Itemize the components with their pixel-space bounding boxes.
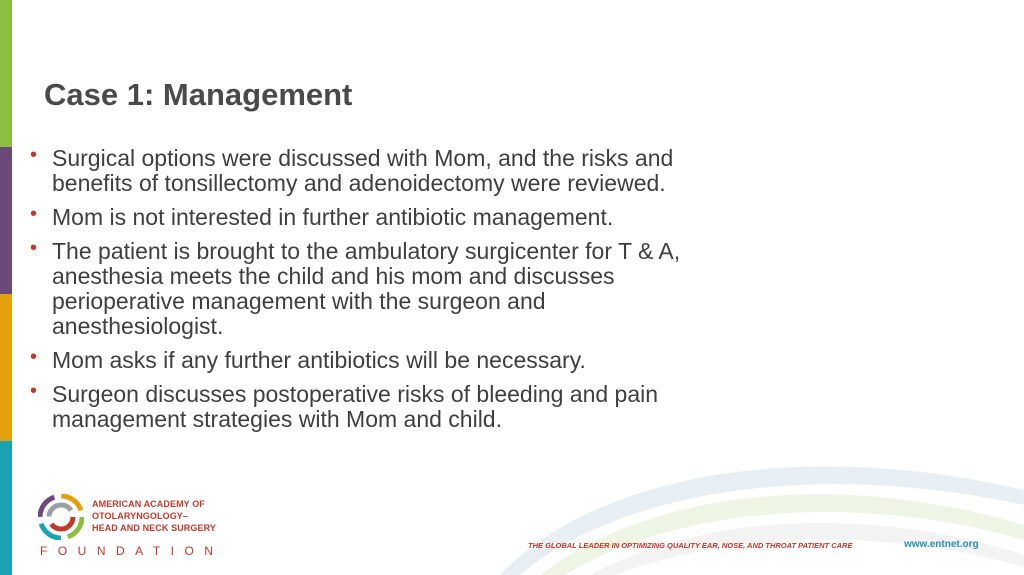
accent-stripe-green xyxy=(0,0,12,147)
accent-stripe-purple xyxy=(0,147,12,294)
accent-stripe-teal xyxy=(0,441,12,575)
bullet-text: Mom is not interested in further antibiotic management. xyxy=(52,204,614,230)
org-name xyxy=(92,498,216,534)
bullet-item xyxy=(30,239,710,339)
org-name-line: OTOLARYNGOLOGY– xyxy=(92,511,189,521)
bullet-icon: • xyxy=(30,237,38,259)
bullet-text: Surgical options were discussed with Mom, and the risks and benefits of tonsillectomy and adenoidectomy were reviewed. xyxy=(52,145,674,196)
org-name-line: HEAD AND NECK SURGERY xyxy=(92,523,216,533)
foundation-logo xyxy=(38,492,238,562)
bullet-icon: • xyxy=(30,203,38,225)
slide-title: Case 1: Management xyxy=(44,77,353,112)
bullet-item xyxy=(30,146,710,196)
decorative-swoosh xyxy=(480,430,1024,575)
bullet-text: Mom asks if any further antibiotics will be necessary. xyxy=(52,347,586,373)
bullet-item xyxy=(30,205,710,230)
bullet-icon: • xyxy=(30,380,38,402)
bullet-icon: • xyxy=(30,346,38,368)
swirl-logo-icon xyxy=(38,494,84,540)
bullet-item xyxy=(30,348,710,373)
accent-stripe-orange xyxy=(0,294,12,441)
bullet-item xyxy=(30,382,710,432)
bullet-list xyxy=(30,146,710,441)
bullet-text: The patient is brought to the ambulatory surgicenter for T & A, anesthesia meets the child and his mom and discusses perioperative management with the surgeon and anesthesiologist. xyxy=(52,238,681,339)
footer-tagline: THE GLOBAL LEADER IN OPTIMIZING QUALITY EAR, NOSE, AND THROAT PATIENT CARE xyxy=(528,541,853,550)
footer-url-link[interactable]: www.entnet.org xyxy=(904,539,979,550)
bullet-text: Surgeon discusses postoperative risks of bleeding and pain management strategies with Mom and child. xyxy=(52,381,659,432)
org-name-line: AMERICAN ACADEMY OF xyxy=(92,499,205,509)
foundation-wordmark: FOUNDATION xyxy=(40,544,224,558)
bullet-icon: • xyxy=(30,144,38,166)
